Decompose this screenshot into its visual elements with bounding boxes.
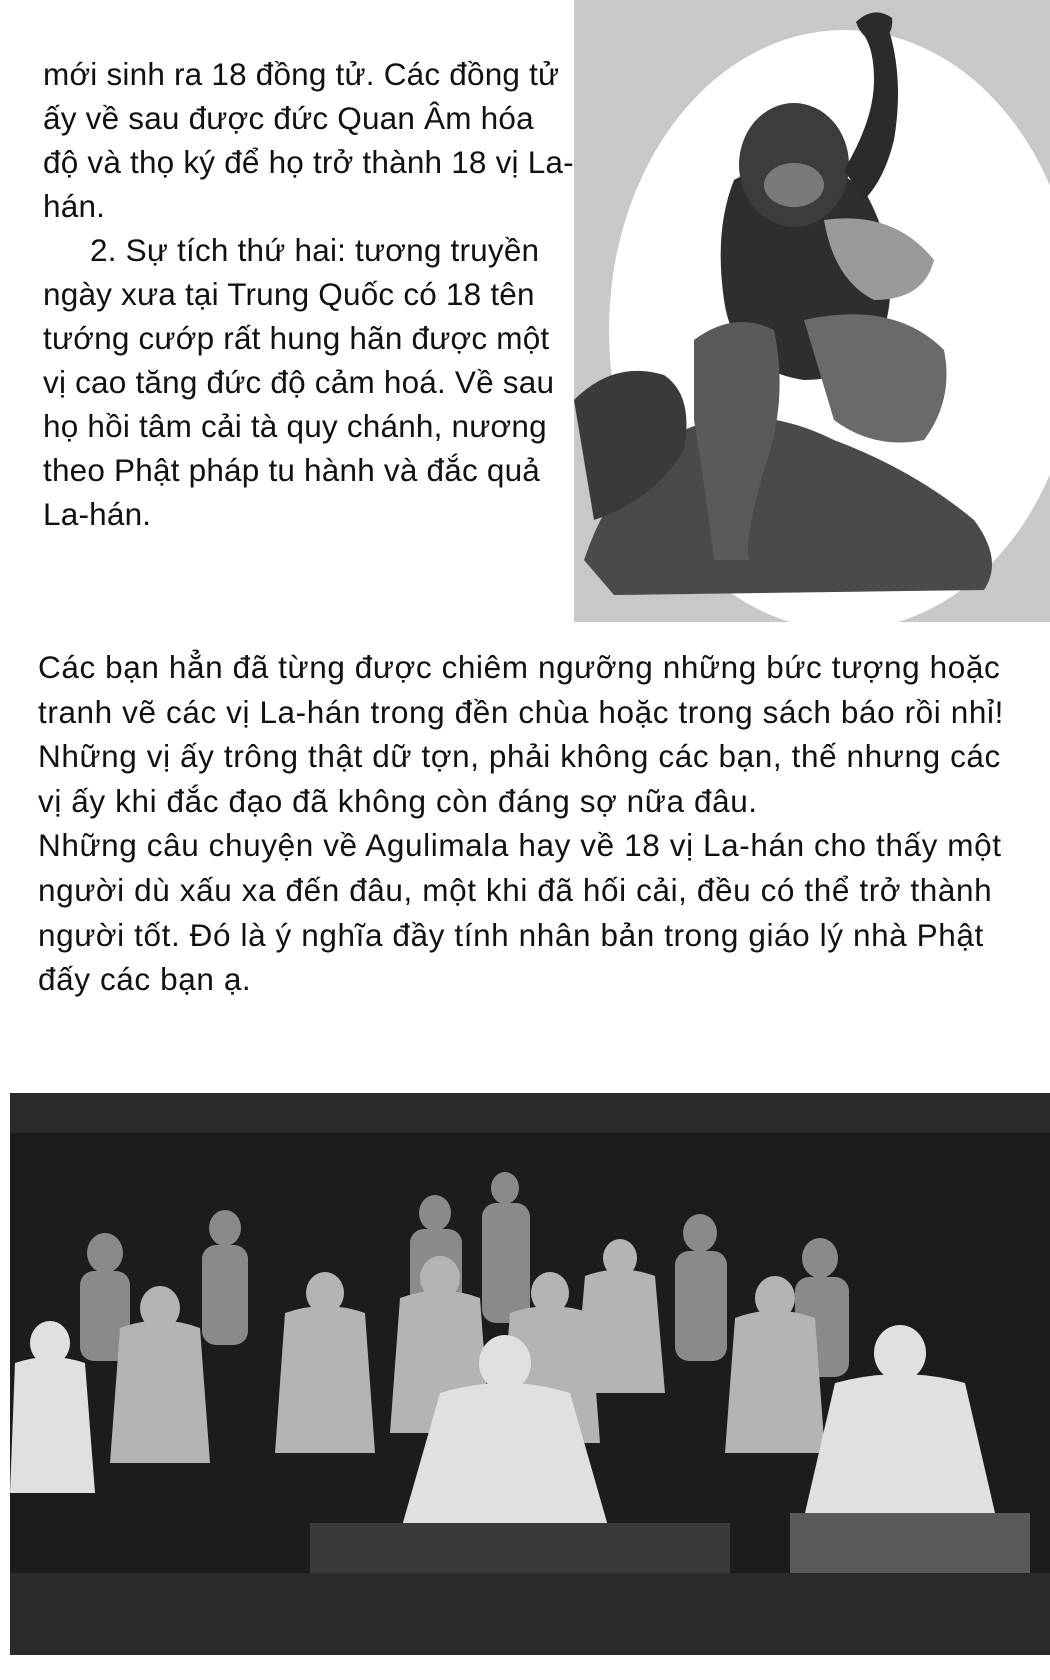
top-text-column: [43, 52, 578, 536]
paragraph-story-two: 2. Sự tích thứ hai: tương truyền ngày xưa tại Trung Quốc có 18 tên tướng cướp rất hung hãn được một vị cao tăng đức độ cảm hoá. Về sau họ hồi tâm cải tà quy chánh, nương theo Phật pháp tu hành và đắc quả La-hán.: [43, 232, 555, 532]
paragraph-arhat-images: Các bạn hẳn đã từng được chiêm ngưỡng những bức tượng hoặc tranh vẽ các vị La-hán trong đền chùa hoặc trong sách báo rồi nhỉ! Những vị ấy trông thật dữ tợn, phải không các bạn, thế nhưng các vị ấy khi đắc đạo đã không còn đáng sợ nữa đâu.: [38, 649, 1004, 819]
arhat-statue-photo: [574, 0, 1050, 622]
eighteen-arhats-photo: [10, 1093, 1050, 1655]
paragraph-story-one-end: mới sinh ra 18 đồng tử. Các đồng tử ấy về sau được đức Quan Âm hóa độ và thọ ký để họ trở thành 18 vị La-hán.: [43, 56, 574, 224]
body-text: [38, 645, 1028, 1002]
paragraph-moral: Những câu chuyện về Agulimala hay về 18 vị La-hán cho thấy một người dù xấu xa đến đâu, một khi đã hối cải, đều có thể trở thành người tốt. Đó là ý nghĩa đầy tính nhân bản trong giáo lý nhà Phật đấy các bạn ạ.: [38, 827, 1002, 998]
